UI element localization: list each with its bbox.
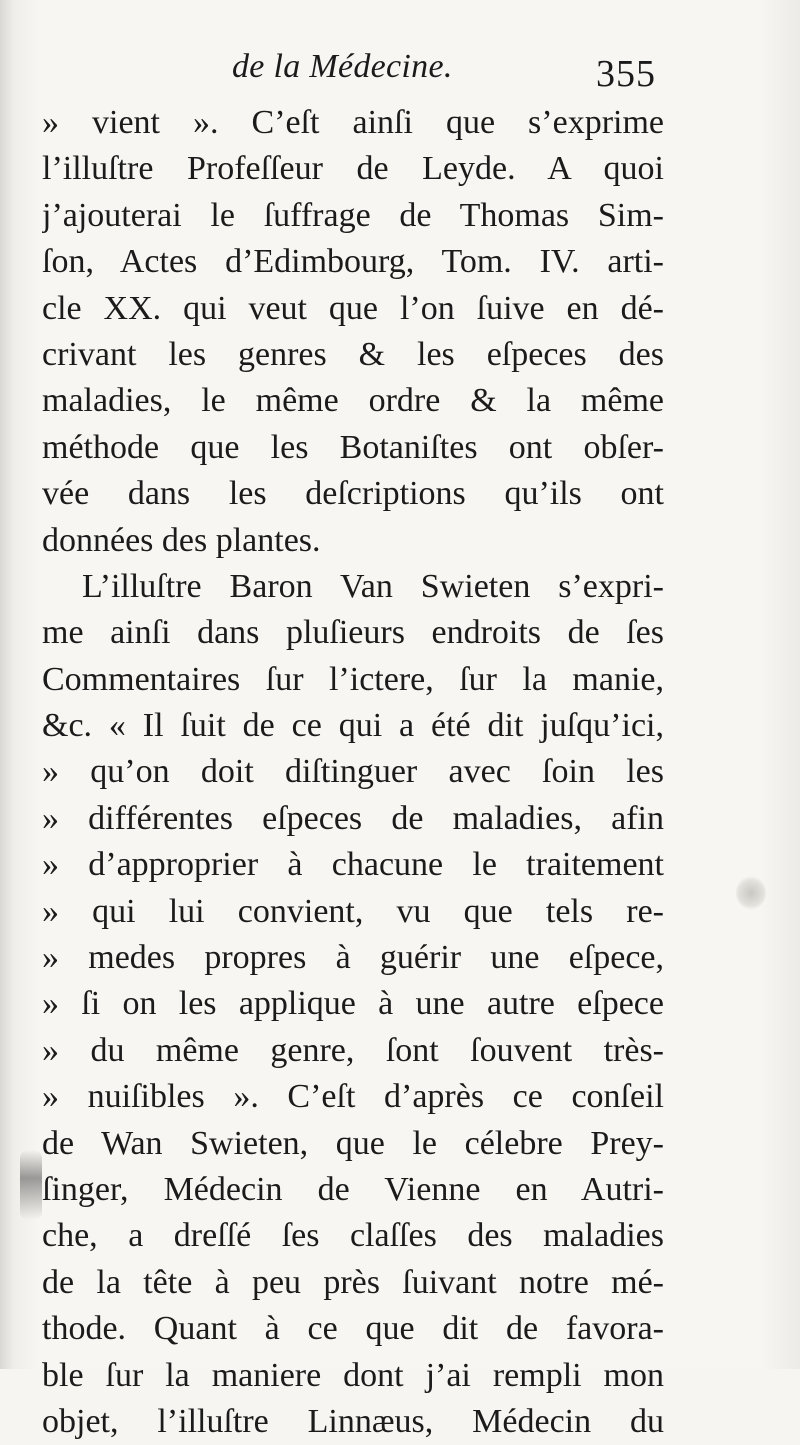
text-line: » d’approprier à chacune le traitement (42, 846, 664, 884)
body-text (42, 100, 664, 1445)
text-line: » différentes eſpeces de maladies, afin (42, 799, 664, 837)
text-line: l’illuſtre Profeſſeur de Leyde. A quoi (42, 150, 664, 188)
text-line: objet, l’illuſtre Linnæus, Médecin du (42, 1402, 664, 1440)
text-line: » nuiſibles ». C’eſt d’après ce conſeil (42, 1078, 664, 1116)
text-line: » qui lui convient, vu que tels re- (42, 892, 664, 930)
text-line: Commentaires ſur l’ictere, ſur la manie, (42, 660, 664, 698)
paper-stain (736, 876, 766, 910)
text-line: données des plantes. (42, 521, 321, 559)
text-line: ſon, Actes d’Edimbourg, Tom. IV. arti- (42, 243, 664, 281)
text-line: &c. « Il ſuit de ce qui a été dit juſqu’ici, (42, 707, 664, 745)
text-line: crivant les genres & les eſpeces des (42, 335, 664, 373)
text-line: L’illuſtre Baron Van Swieten s’expri- (82, 567, 664, 605)
text-line: » qu’on doit diſtinguer avec ſoin les (42, 753, 664, 791)
text-line: » du même genre, ſont ſouvent très- (42, 1031, 664, 1069)
text-line: de la tête à peu près ſuivant notre mé- (42, 1263, 664, 1301)
text-line: me ainſi dans pluſieurs endroits de ſes (42, 614, 664, 652)
text-line: méthode que les Botaniſtes ont obſer- (42, 428, 664, 466)
text-line: » medes propres à guérir une eſpece, (42, 939, 664, 977)
text-line: » ſi on les applique à une autre eſpece (42, 985, 664, 1023)
text-line: ſinger, Médecin de Vienne en Autri- (42, 1170, 664, 1208)
text-line: » vient ». C’eſt ainſi que s’exprime (42, 104, 664, 141)
text-line: cle XX. qui veut que l’on ſuive en dé- (42, 289, 664, 327)
text-line: che, a dreſſé ſes claſſes des maladies (42, 1217, 664, 1255)
text-line: vée dans les deſcriptions qu’ils ont (42, 475, 664, 513)
margin-ink-mark (20, 1150, 42, 1220)
text-line: maladies, le même ordre & la même (42, 382, 664, 420)
page-header (0, 44, 800, 100)
text-line: de Wan Swieten, que le célebre Prey- (42, 1124, 664, 1162)
running-title: de la Médecine. (232, 48, 453, 85)
page-number: 355 (596, 53, 656, 95)
text-line: thode. Quant à ce que dit de favora- (42, 1310, 664, 1348)
text-line: j’ajouterai le ſuffrage de Thomas Sim- (42, 196, 664, 234)
text-line: ble ſur la maniere dont j’ai rempli mon (42, 1356, 664, 1394)
